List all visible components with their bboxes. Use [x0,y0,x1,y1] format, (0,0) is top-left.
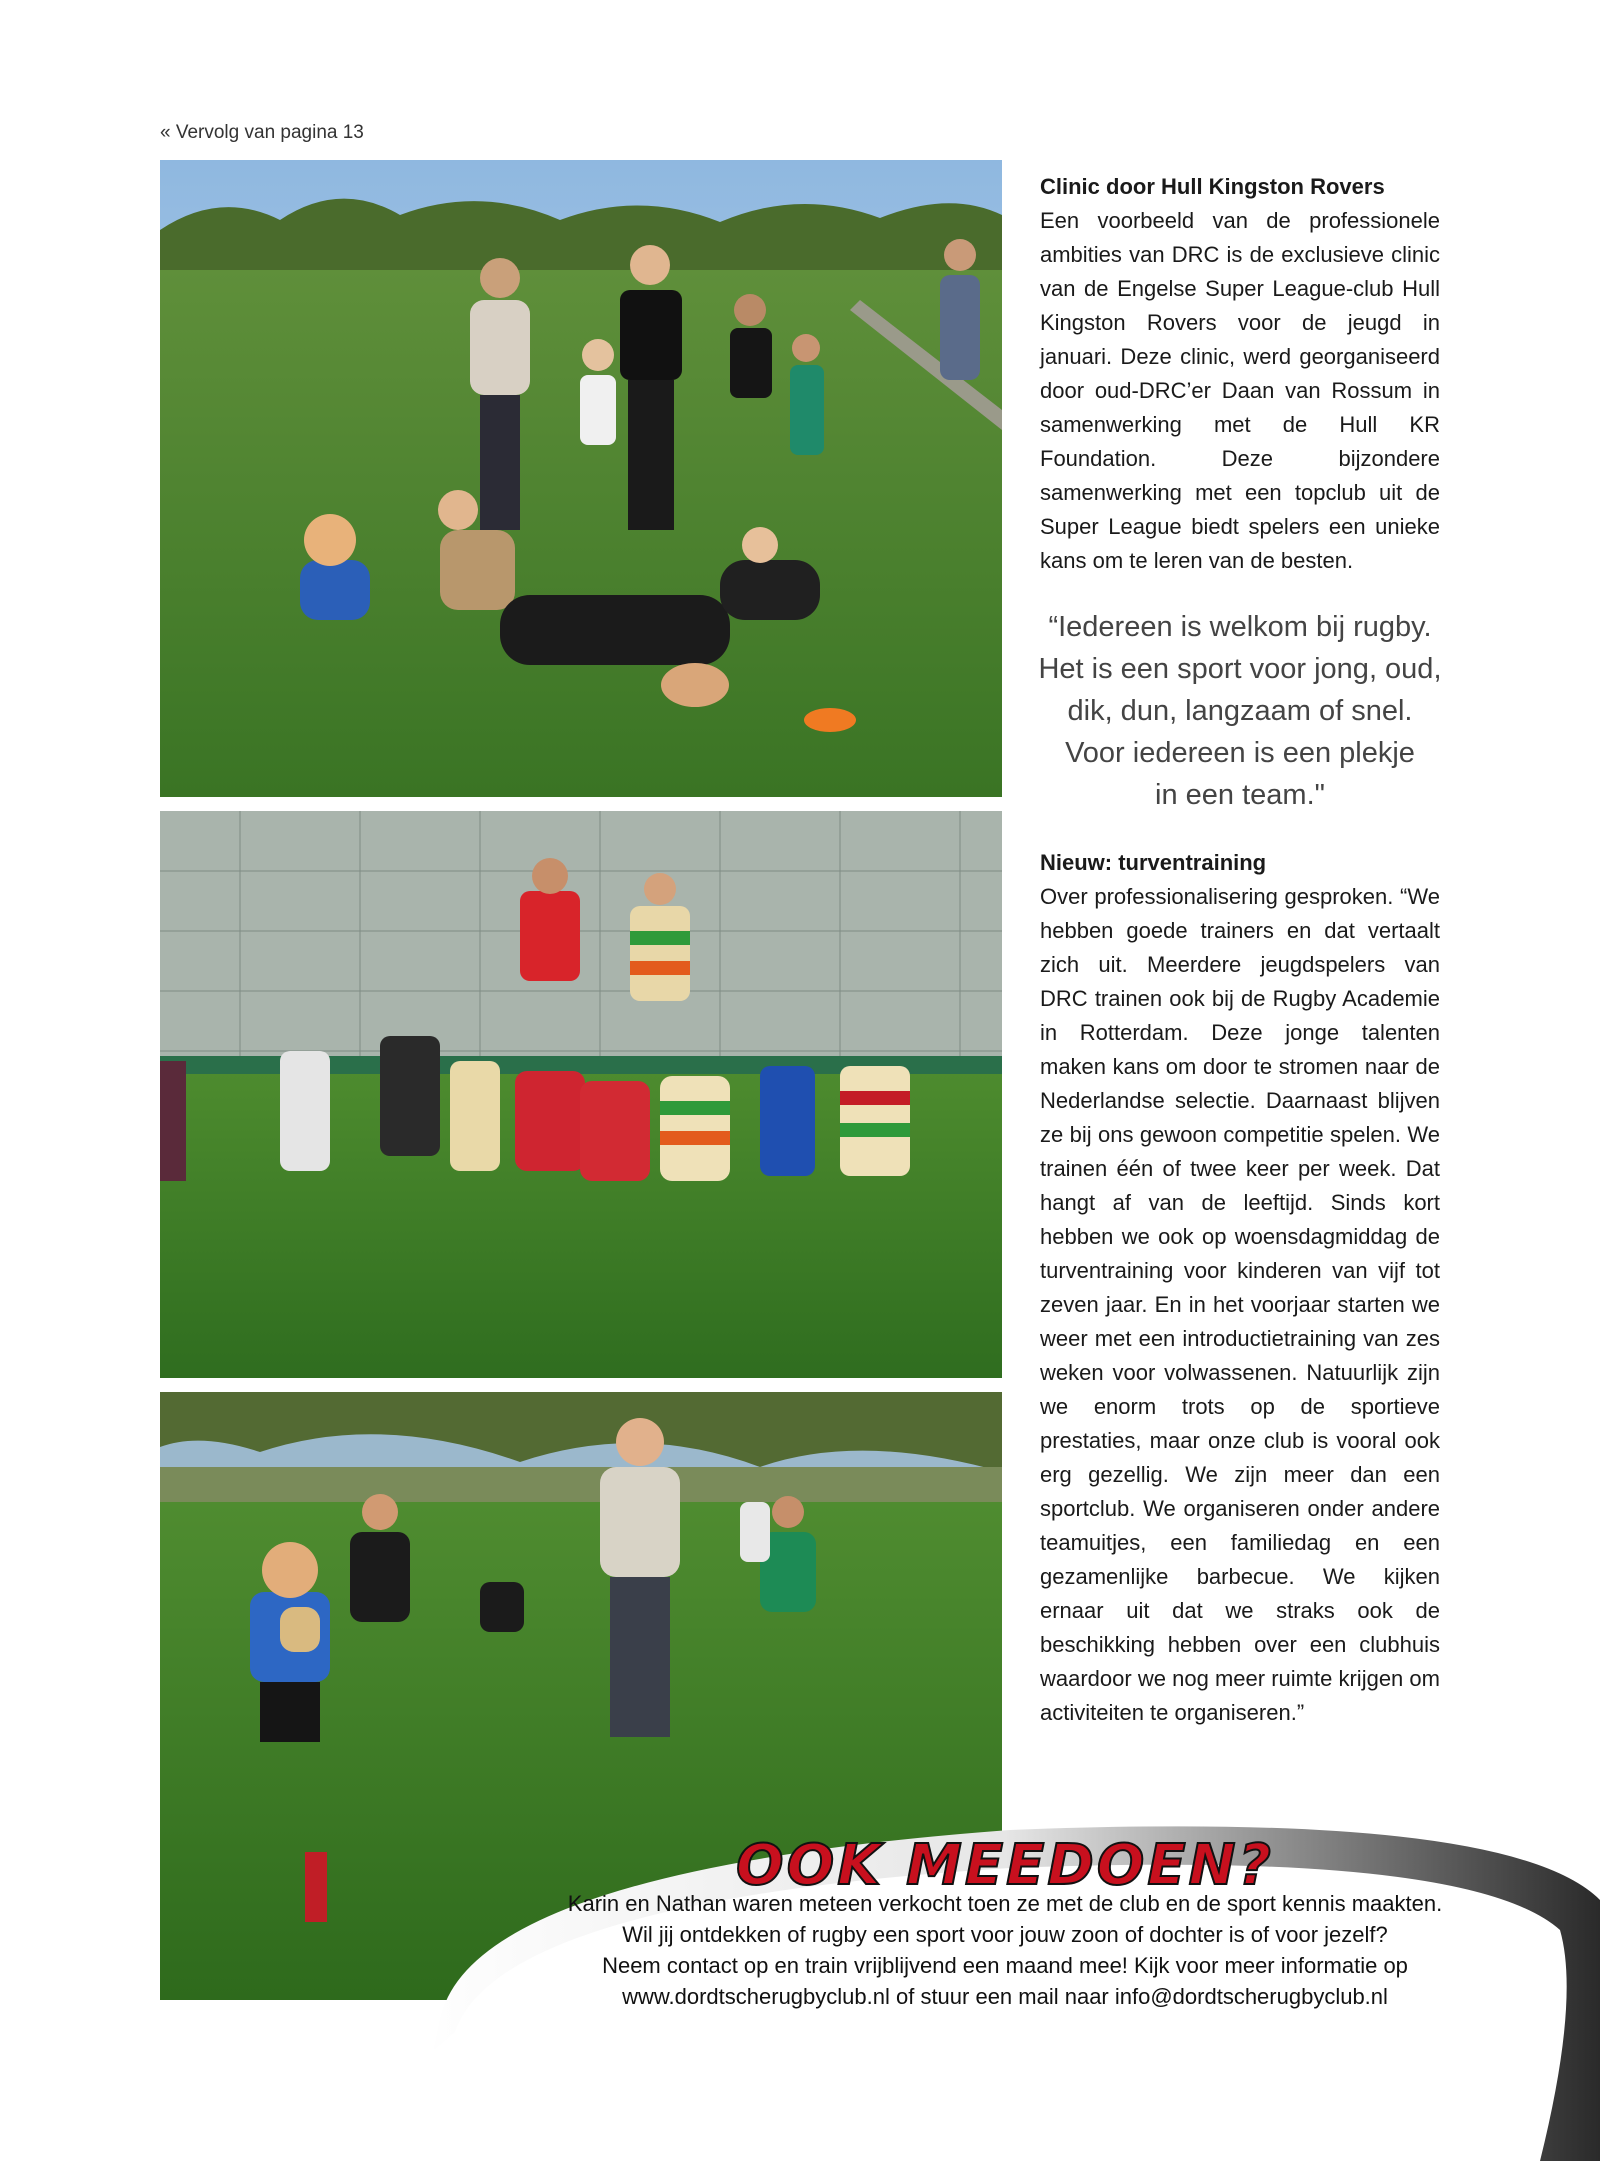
section-body: Over professionalisering gesproken. “We hebben goede trainers en dat vertaalt zich uit. Meerdere jeugdspelers van DRC trainen ook bij de Rugby Academie in Rotterdam. Deze jonge talenten maken kans om door te stromen naar de Nederlandse selectie. Daarnaast blijven ze bij ons gewoon competitie spelen. We trainen één of twee keer per week. Dat hangt af van de leeftijd. Sinds kort hebben we ook op woensdagmiddag de turventraining voor kinderen van vijf tot zeven jaar. En in het voorjaar starten we weer met een introductietraining van zes weken voor volwassenen. Natuurlijk zijn we enorm trots op de sportieve prestaties, maar onze club is vooral ook erg gezellig. We zijn meer dan een sportclub. We organiseren onder andere teamuitjes, een familiedag en een gezamenlijke barbecue. We kijken ernaar uit dat we straks ook de beschikking hebben over een clubhuis waardoor we nog meer ruimte krijgen om activiteiten te organiseren.” [1040,884,1440,1725]
quote-line: “Iedereen is welkom bij rugby. [1048,611,1432,643]
section-clinic [1040,170,1440,578]
ook-meedoen-text [470,1888,1540,2012]
ook-meedoen-contact-line: www.dordtscherugbyclub.nl of stuur een mail naar info@dordtscherugbyclub.nl [622,1984,1388,2009]
continued-from-page-label: « Vervolg van pagina 13 [160,122,364,143]
section-body: Een voorbeeld van de professionele ambities van DRC is de exclusieve clinic van de Engelse Super League-club Hull Kingston Rovers voor de jeugd in januari. Deze clinic, werd georganiseerd door oud-DRC’er Daan van Rossum in samenwerking met de Hull KR Foundation. Deze bijzondere samenwerking met een topclub uit de Super League biedt spelers een unieke kans om te leren van de besten. [1040,208,1440,573]
photo-lineout [160,811,1002,1378]
quote-line: in een team." [1155,779,1325,811]
pull-quote [1030,606,1450,816]
quote-line: Voor iedereen is een plekje [1065,737,1415,769]
ook-meedoen-title: OOK MEEDOEN? [735,1833,1275,1898]
ook-meedoen-line: Karin en Nathan waren meteen verkocht toen ze met de club en de sport kennis maakten. [567,1891,1443,1916]
section-heading: Clinic door Hull Kingston Rovers [1040,174,1385,199]
quote-line: dik, dun, langzaam of snel. [1067,695,1413,727]
photo-clinic-group [160,160,1002,797]
section-heading: Nieuw: turventraining [1040,850,1267,875]
ook-meedoen-line: Neem contact op en train vrijblijvend een maand mee! Kijk voor meer informatie op [602,1953,1408,1978]
section-turventraining [1040,846,1440,1730]
quote-line: Het is een sport voor jong, oud, [1038,653,1442,685]
ook-meedoen-line: Wil jij ontdekken of rugby een sport voor jouw zoon of dochter is of voor jezelf? [622,1922,1388,1947]
ook-meedoen-callout [410,1770,1600,2161]
